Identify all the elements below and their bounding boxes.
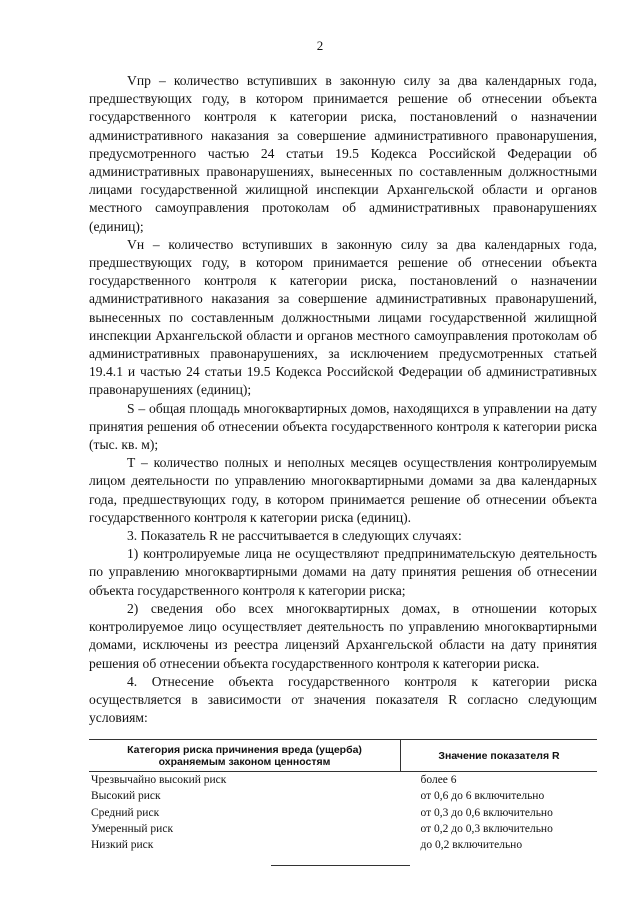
paragraph-subitem-1: 1) контролируемые лица не осуществляют предпринимательскую деятельность по управлению многоквартирными домами на дату принятия решения об отнесении объекта государственного контроля к категории риска;: [89, 546, 597, 598]
risk-category-table: [89, 739, 597, 853]
column-header-value: Значение показателя R: [401, 740, 598, 772]
paragraph-t-definition: T – количество полных и неполных месяцев осуществления контролируемым лицом деятельности по управлению многоквартирными домами за два календарных года, предшествующих году, в котором принимается решение об отнесении объекта государственного контроля к категории риска (единиц).: [89, 455, 597, 525]
paragraph-item-4: 4. Отнесение объекта государственного контроля к категории риска осуществляется в зависимости от значения показателя R согласно следующим условиям:: [89, 673, 597, 726]
table-row: [89, 788, 597, 804]
risk-category-cell: Средний риск: [91, 806, 160, 819]
column-header-category: Категория риска причинения вреда (ущерба) охраняемым законом ценностям: [89, 740, 401, 772]
table-header-row: [89, 740, 597, 772]
risk-category-cell: Низкий риск: [91, 839, 154, 852]
risk-value-cell: от 0,2 до 0,3 включительно: [420, 822, 553, 835]
paragraph-vn-definition: Vн – количество вступивших в законную силу за два календарных года, предшествующих году, в котором принимается решение об отнесении объекта государственного контроля к категории риска, постановлений о назначении административного наказания за совершение административных правонарушений, вынесенных по составленным должностными лицами государственной жилищной инспекции Архангельской области и органов местного самоуправления протоколам об административных правонарушениях, за исключением предусмотренных статьей 19.4.1 и частью 24 статьи 19.5 Кодекса Российской Федерации об административных правонарушениях (единиц);: [89, 236, 597, 398]
risk-value-cell: более 6: [420, 774, 457, 786]
table-row: [89, 837, 597, 853]
body-text: [89, 72, 597, 727]
risk-category-cell: Умеренный риск: [91, 822, 174, 835]
risk-category-cell: Чрезвычайно высокий риск: [91, 774, 227, 786]
paragraph-vpr-definition: Vпр – количество вступивших в законную силу за два календарных года, предшествующих году, в котором принимается решение об отнесении объекта государственного контроля к категории риска, постановлений о назначении административного наказания за совершение административного правонарушения, предусмотренного частью 24 статьи 19.5 Кодекса Российской Федерации об административных правонарушениях, вынесенных по составленным должностными лицами государственной жилищной инспекции Архангельской области и органов местного самоуправления протоколам об административных правонарушениях (единиц);: [89, 73, 597, 234]
end-separator-line: [271, 865, 410, 866]
risk-category-cell: Высокий риск: [91, 790, 161, 803]
table-row: [89, 772, 597, 789]
paragraph-subitem-2: 2) сведения обо всех многоквартирных домах, в отношении которых контролируемое лицо осуществляет деятельность по управлению многоквартирными домами, исключены из реестра лицензий Архангельской области на дату принятия решения об отнесении объекта государственного контроля к категории риска.: [89, 600, 597, 671]
table-row: [89, 805, 597, 821]
risk-value-cell: до 0,2 включительно: [420, 839, 523, 852]
paragraph-item-3: 3. Показатель R не рассчитывается в следующих случаях:: [127, 528, 462, 544]
risk-value-cell: от 0,3 до 0,6 включительно: [420, 806, 553, 819]
risk-value-cell: от 0,6 до 6 включительно: [420, 790, 545, 803]
table-row: [89, 821, 597, 837]
page-number: 2: [316, 38, 324, 53]
paragraph-s-definition: S – общая площадь многоквартирных домов, находящихся в управлении на дату принятия решения об отнесении объекта государственного контроля к категории риска (тыс. кв. м);: [89, 400, 597, 453]
